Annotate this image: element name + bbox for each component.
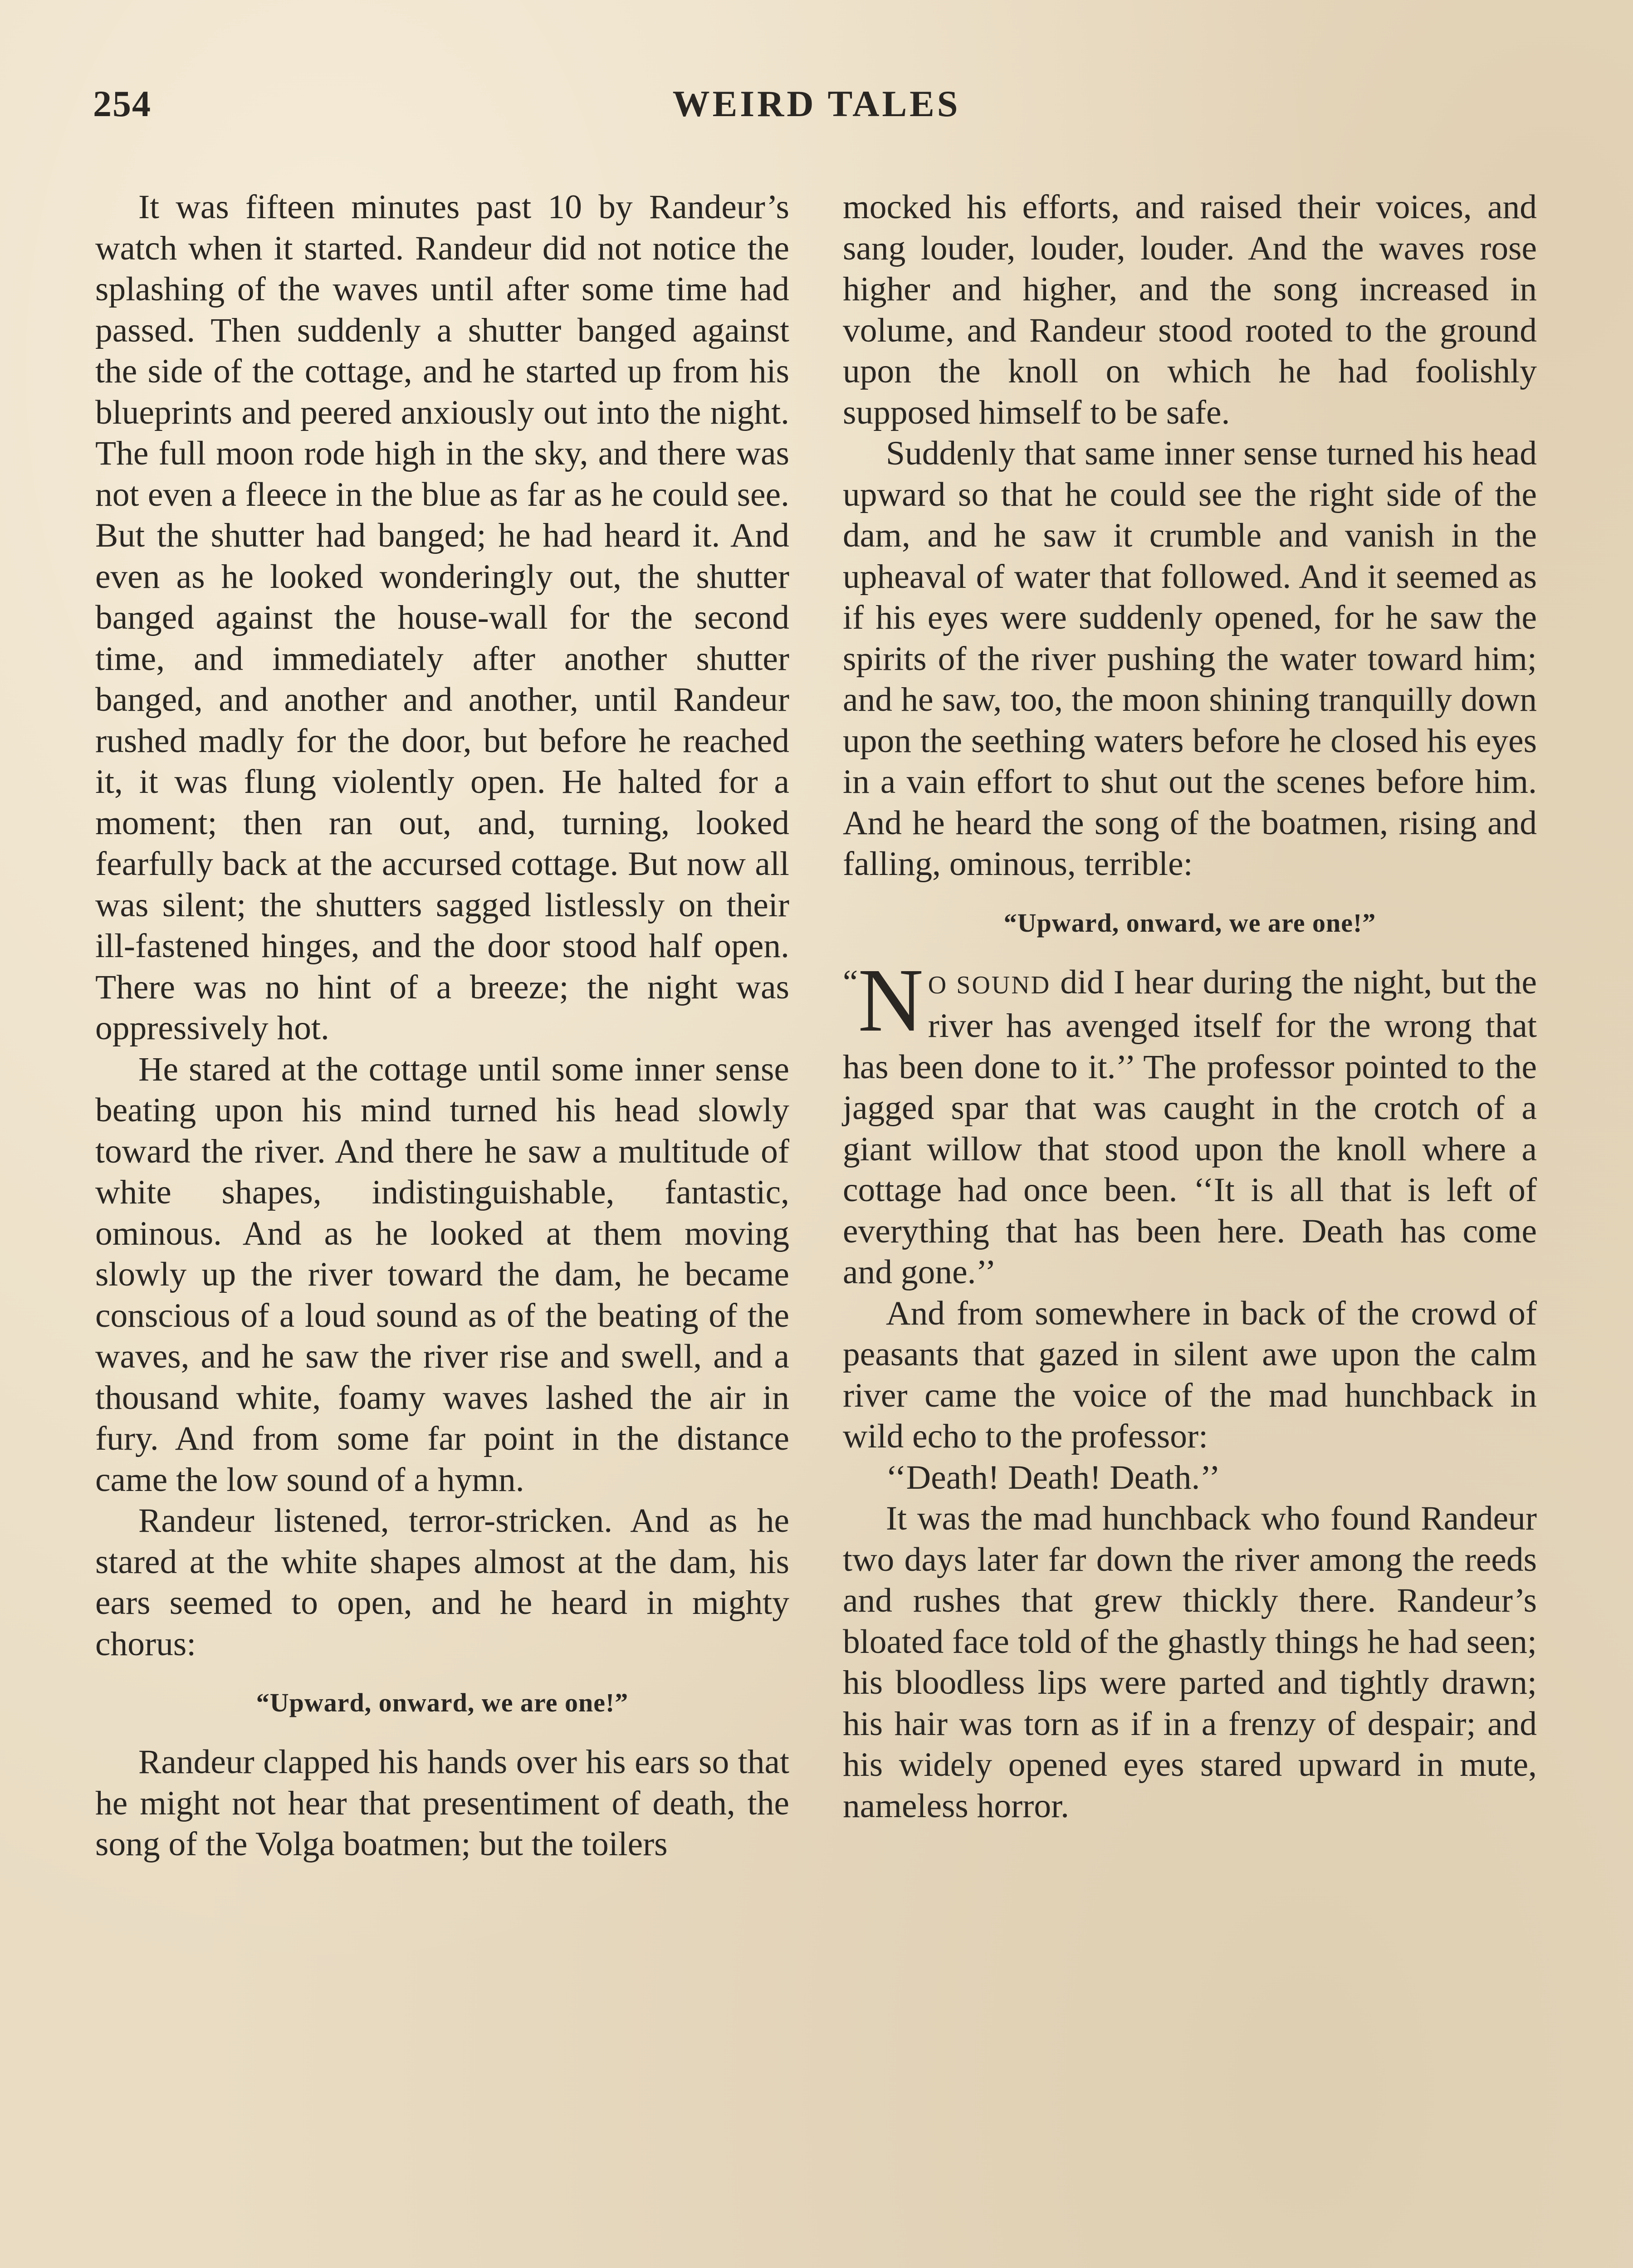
page-header	[0, 83, 1633, 132]
paragraph-text: did I hear during the night, but the river has avenged itself for the wrong that has been done to it.’’ The professor pointed to the jagged spar that was caught in the crotch of a giant willow that stood upon the knoll where a cottage had once been. ‘‘It is all that is left of everything that has been here. Death has come and gone.’’	[843, 963, 1537, 1291]
paragraph: It was the mad hunchback who found Randeur two days later far down the river among the reeds and rushes that grew thickly there. Randeur’s bloated face told of the ghastly things he had seen; his bloodless lips were parted and tightly drawn; his hair was torn as if in a frenzy of despair; and his widely opened eyes stared upward in mute, nameless horror.	[843, 1500, 1537, 1825]
drop-cap: N	[858, 950, 924, 1051]
left-column	[95, 187, 789, 1865]
running-head: WEIRD TALES	[672, 83, 961, 124]
song-verse: “Upward, onward, we are one!”	[1003, 908, 1376, 938]
section-opening-paragraph	[843, 950, 1537, 1293]
paragraph: He stared at the cottage until some inner sense beating upon his mind turned his head slowly toward the river. And there he saw a multitude of white shapes, indistinguishable, fantastic, ominous. And as he looked at them moving slowly up the river toward the dam, he became conscious of a loud sound as of the beating of the waves, and he saw the river rise and swell, and a thousand white, foamy waves lashed the air in fury. And from some far point in the distance came the low sound of a hymn.	[95, 1050, 789, 1499]
paragraph: Randeur listened, terror-stricken. And as he stared at the white shapes almost at the dam, his ears seemed to open, and he heard in mighty chorus:	[95, 1502, 789, 1663]
page-number: 254	[93, 83, 152, 124]
song-verse: “Upward, onward, we are one!”	[256, 1688, 629, 1717]
paragraph: Randeur clapped his hands over his ears so that he might not hear that presentiment of death, the song of the Volga boatmen; but the toilers	[95, 1743, 789, 1863]
right-column	[843, 187, 1537, 1827]
paragraph: ‘‘Death! Death! Death.’’	[886, 1458, 1221, 1496]
opening-quote-mark: “	[843, 963, 858, 1001]
paragraph: And from somewhere in back of the crowd of peasants that gazed in silent awe upon the calm river came the voice of the mad hunchback in wild echo to the professor:	[843, 1294, 1537, 1455]
paragraph: mocked his efforts, and raised their voices, and sang louder, louder, louder. And the waves rose higher and higher, and the song increased in volume, and Randeur stood rooted to the ground upon the knoll on which he had foolishly supposed himself to be safe.	[843, 188, 1537, 431]
paragraph: Suddenly that same inner sense turned his head upward so that he could see the right side of the dam, and he saw it crumble and vanish in the upheaval of water that followed. And it seemed as if his eyes were suddenly opened, for he saw the spirits of the river pushing the water toward him; and he saw, too, the moon shining tranquilly down upon the seething waters before he closed his eyes in a vain effort to shut out the scenes before him. And he heard the song of the boatmen, rising and falling, ominous, terrible:	[843, 435, 1537, 883]
paragraph: It was fifteen minutes past 10 by Randeur’s watch when it started. Randeur did not notice the splashing of the waves until after some time had passed. Then suddenly a shutter banged against the side of the cottage, and he started up from his blueprints and peered anxiously out into the night. The full moon rode high in the sky, and there was not even a fleece in the blue as far as he could see. But the shutter had banged; he had heard it. And even as he looked wonderingly out, the shutter banged against the house-wall for the second time, and immediately after another shutter banged, and another and another, until Randeur rushed madly for the door, but before he reached it, it was flung violently open. He halted for a moment; then ran out, and, turning, looked fearfully back at the accursed cottage. But now all was silent; the shutters sagged listlessly on their ill-fastened hinges, and the door stood half open. There was no hint of a breeze; the night was oppressively hot.	[95, 188, 789, 1047]
small-caps-lead: O SOUND	[928, 971, 1051, 999]
